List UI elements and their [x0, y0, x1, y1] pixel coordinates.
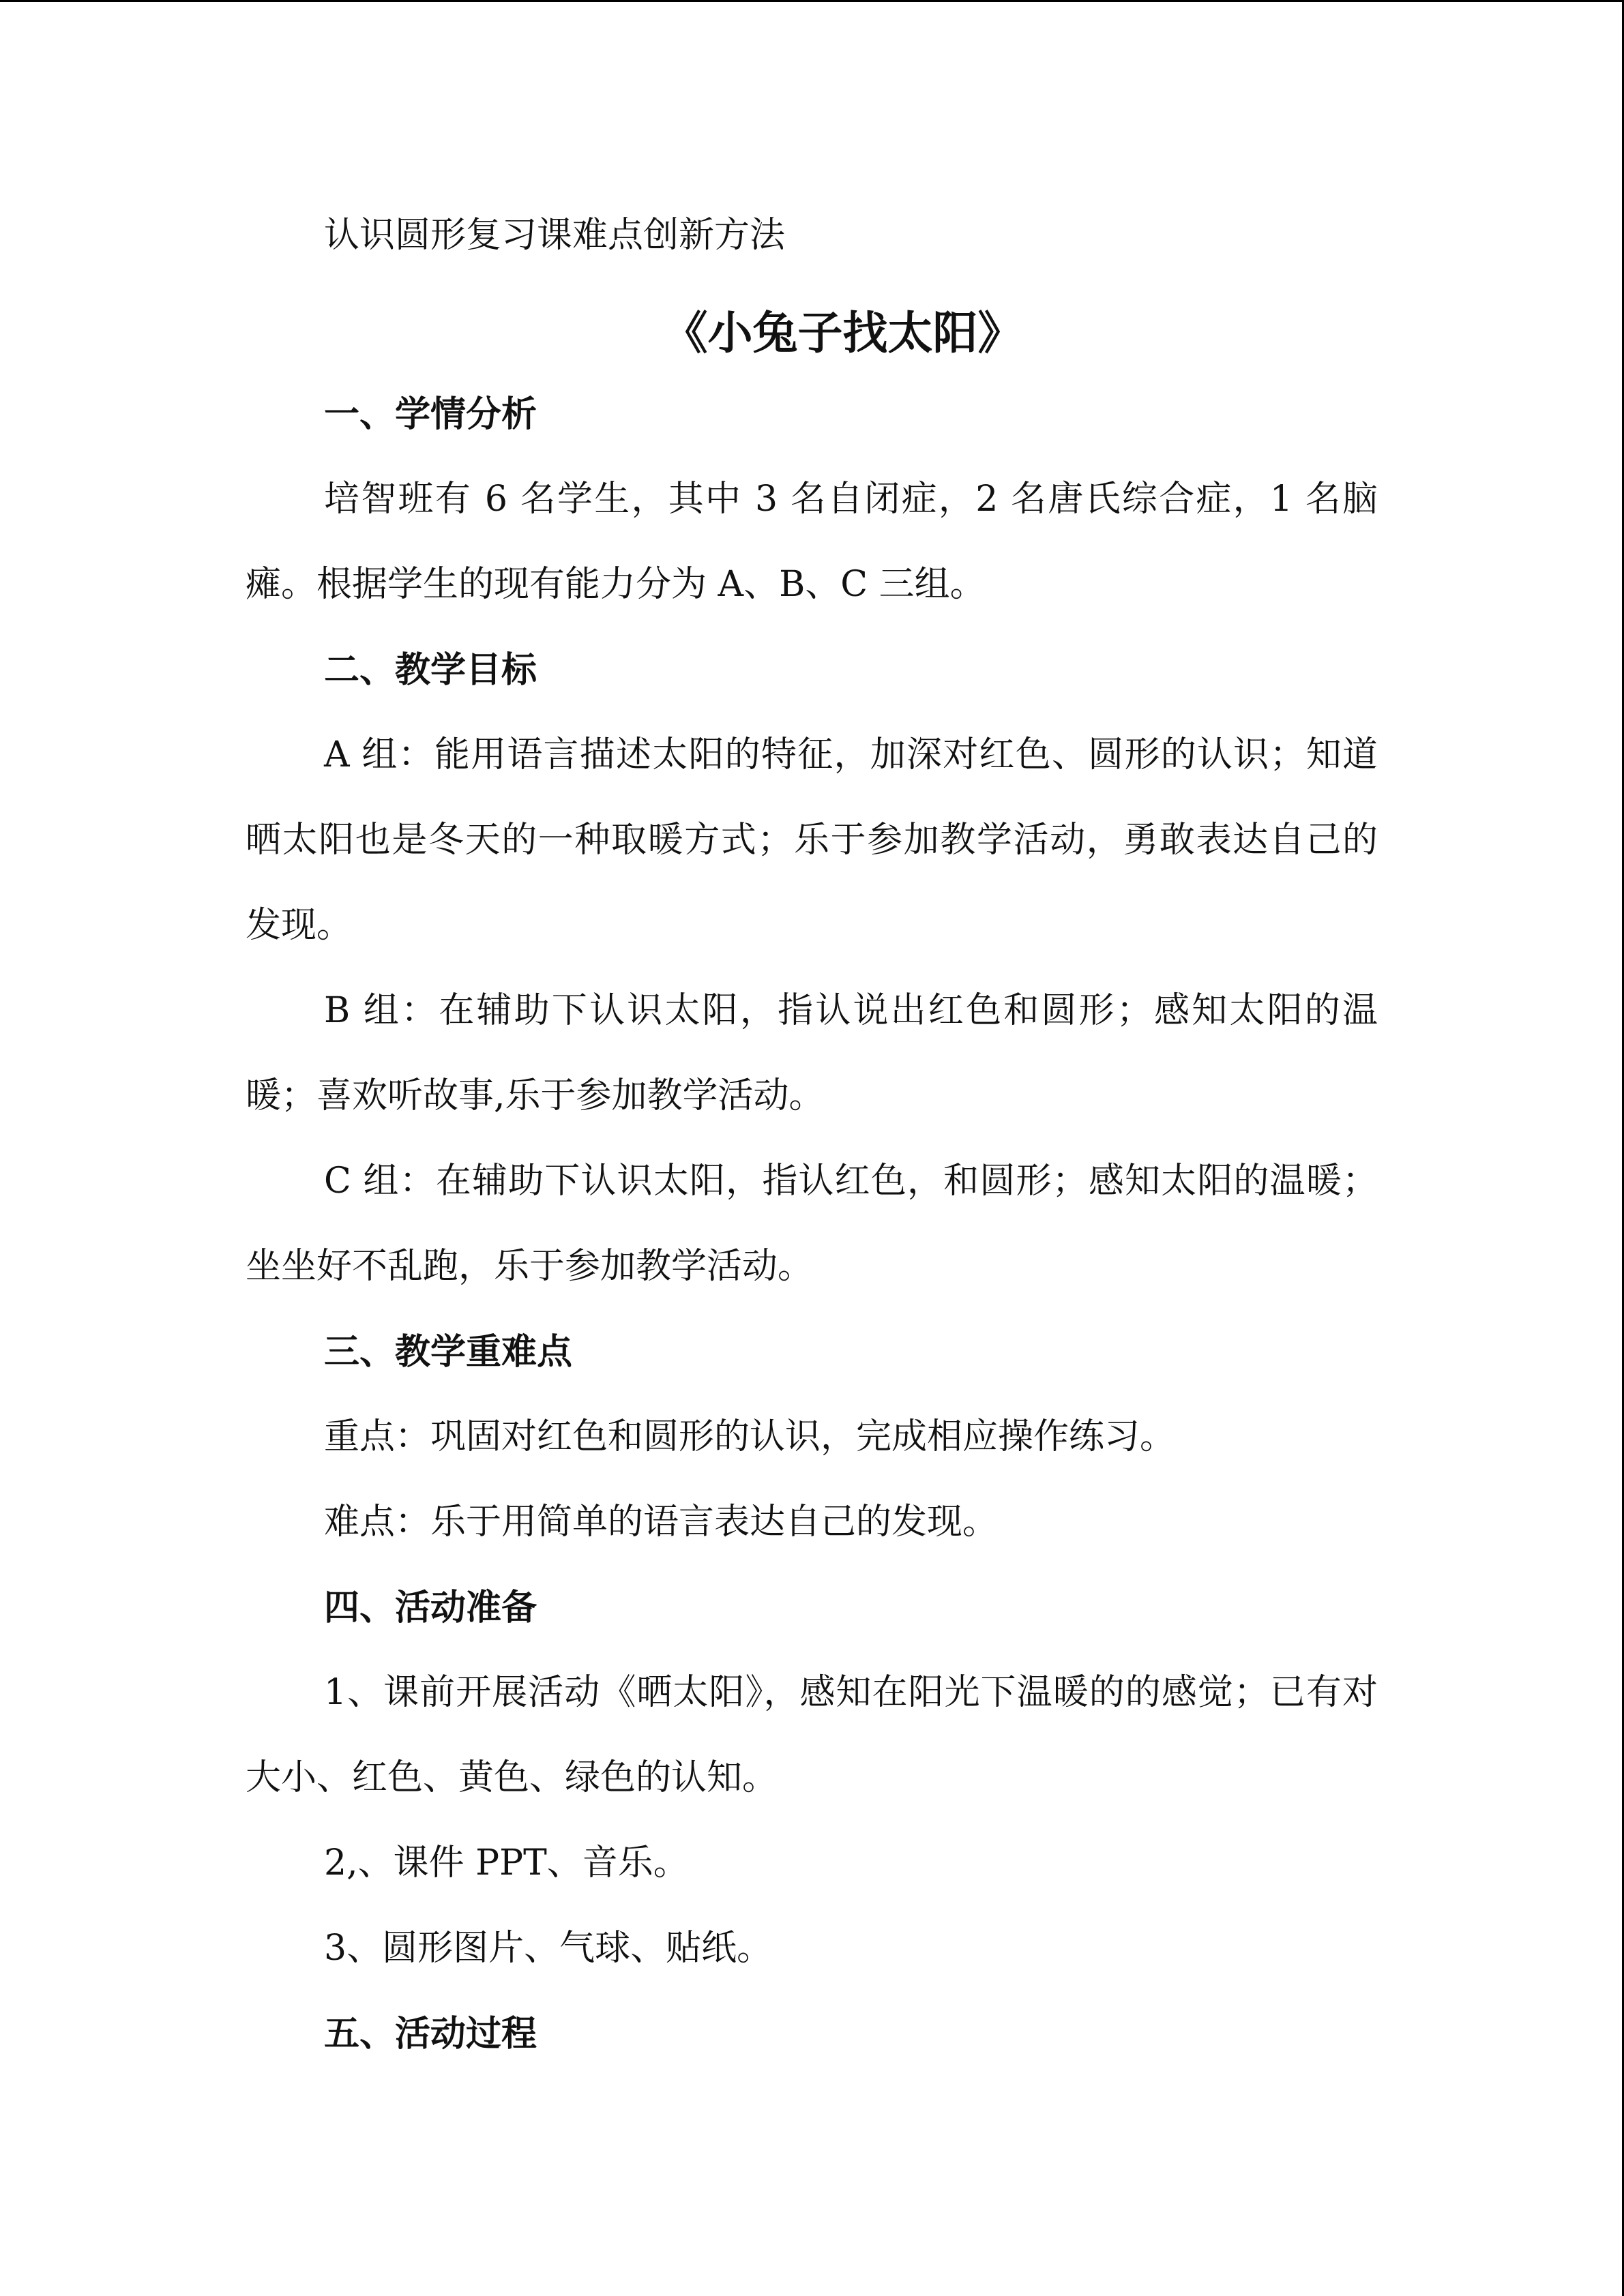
paragraph-group-a: A 组：能用语言描述太阳的特征，加深对红色、圆形的认识；知道晒太阳也是冬天的一种取暖方式；乐于参加教学活动，勇敢表达自己的发现。 [246, 734, 1378, 946]
document-subject: 认识圆形复习课难点创新方法 [324, 215, 786, 256]
section-preparation [246, 1565, 1378, 1991]
paragraph-prep-1: 1、课前开展活动《晒太阳》，感知在阳光下温暖的的感觉；已有对大小、红色、黄色、绿色的认知。 [246, 1672, 1378, 1798]
section-heading: 三、教学重难点 [324, 1331, 573, 1373]
section-heading: 四、活动准备 [324, 1587, 537, 1628]
section-heading: 二、教学目标 [324, 649, 537, 691]
section-key-points [246, 1309, 1378, 1565]
paragraph-prep-3: 3、圆形图片、气球、贴纸。 [324, 1928, 773, 1969]
section-heading: 一、学情分析 [324, 393, 537, 435]
section-activity-process [246, 1991, 1378, 2076]
section-teaching-goals [246, 627, 1378, 1309]
paragraph-key: 重点：巩固对红色和圆形的认识，完成相应操作练习。 [324, 1416, 1176, 1457]
paragraph-group-c: C 组：在辅助下认识太阳，指认红色，和圆形；感知太阳的温暖；坐坐好不乱跑，乐于参加教学活动。 [246, 1161, 1378, 1287]
section-heading: 五、活动过程 [324, 2013, 537, 2055]
section-learning-analysis [246, 372, 1378, 627]
page-title: 《小兔子找太阳》 [662, 306, 1023, 359]
paragraph: 培智班有 6 名学生，其中 3 名自闭症，2 名唐氏综合症，1 名脑瘫。根据学生的现有能力分为 A、B、C 三组。 [246, 479, 1378, 605]
paragraph-group-b: B 组：在辅助下认识太阳，指认说出红色和圆形；感知太阳的温暖；喜欢听故事,乐于参加教学活动。 [246, 990, 1378, 1116]
paragraph-difficulty: 难点：乐于用简单的语言表达自己的发现。 [324, 1502, 999, 1542]
paragraph-prep-2: 2,、课件 PPT、音乐。 [324, 1843, 689, 1883]
